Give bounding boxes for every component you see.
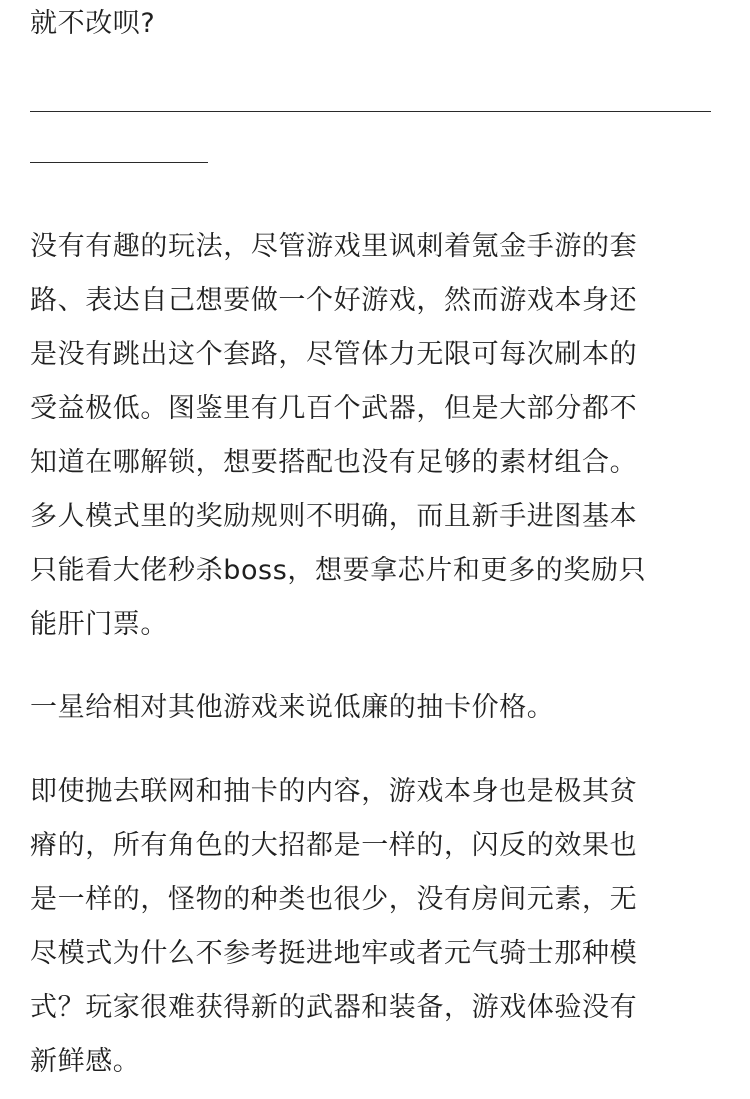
text-line: 多人模式里的奖励规则不明确，而且新手进图基本 xyxy=(30,501,638,532)
paragraph-gameplay-critique xyxy=(30,220,646,652)
text-line: 能肝门票。 xyxy=(30,609,168,640)
opening-line: 就不改呗? xyxy=(30,8,156,39)
text-line: 瘠的，所有角色的大招都是一样的，闪反的效果也 xyxy=(30,830,638,861)
text-line: 一星给相对其他游戏来说低廉的抽卡价格。 xyxy=(30,692,555,723)
text-line: 是一样的，怪物的种类也很少，没有房间元素，无 xyxy=(30,884,638,915)
text-line: 路、表达自己想要做一个好游戏，然而游戏本身还 xyxy=(30,285,638,316)
text-line: 即使抛去联网和抽卡的内容，游戏本身也是极其贫 xyxy=(30,776,638,807)
text-line: 尽模式为什么不参考挺进地牢或者元气骑士那种模 xyxy=(30,938,638,969)
paragraph-content-critique xyxy=(30,765,637,1089)
paragraph-rating-reason xyxy=(30,681,554,735)
text-line: 受益极低。图鉴里有几百个武器，但是大部分都不 xyxy=(30,393,638,424)
text-line: 新鲜感。 xyxy=(30,1046,141,1077)
text-line: 式？玩家很难获得新的武器和装备，游戏体验没有 xyxy=(30,992,638,1023)
divider-line-long xyxy=(30,111,711,112)
text-line: 没有有趣的玩法，尽管游戏里讽刺着氪金手游的套 xyxy=(30,231,638,262)
text-line: 只能看大佬秒杀boss，想要拿芯片和更多的奖励只 xyxy=(30,555,647,586)
text-line: 知道在哪解锁，想要搭配也没有足够的素材组合。 xyxy=(30,447,638,478)
divider-line-short xyxy=(30,162,208,163)
text-line: 是没有跳出这个套路，尽管体力无限可每次刷本的 xyxy=(30,339,638,370)
